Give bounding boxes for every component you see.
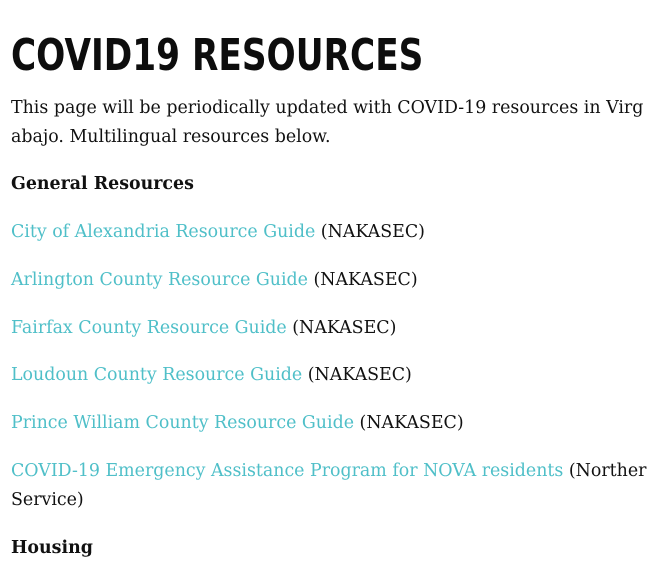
resource-link-prince-william[interactable]: Prince William County Resource Guide [11, 413, 354, 433]
resource-source: (Norther [563, 461, 647, 481]
resource-link-nova-emergency-assistance[interactable]: COVID-19 Emergency Assistance Program for NOVA residents [11, 461, 564, 481]
resource-link-loudoun[interactable]: Loudoun County Resource Guide [11, 365, 303, 385]
resource-source: (NAKASEC) [315, 222, 425, 242]
resource-link-alexandria[interactable]: City of Alexandria Resource Guide [11, 222, 316, 242]
intro-paragraph [11, 94, 651, 152]
section-heading-housing: Housing [11, 538, 93, 558]
resource-item-loudoun [11, 361, 412, 390]
resource-link-arlington[interactable]: Arlington County Resource Guide [11, 270, 308, 290]
resource-item-arlington [11, 266, 418, 295]
resource-source: (NAKASEC) [354, 413, 464, 433]
resource-item-fairfax [11, 314, 396, 343]
intro-line-1: This page will be periodically updated with COVID-19 resources in Virg [11, 98, 644, 118]
section-heading-general-resources: General Resources [11, 174, 194, 194]
resource-item-prince-william [11, 409, 464, 438]
resource-item-alexandria [11, 218, 425, 247]
intro-line-2: abajo. Multilingual resources below. [11, 127, 331, 147]
resource-source-continuation: Service) [11, 490, 84, 510]
resource-source: (NAKASEC) [302, 365, 412, 385]
resource-source: (NAKASEC) [286, 318, 397, 338]
resource-link-fairfax[interactable]: Fairfax County Resource Guide [11, 318, 287, 338]
resource-item-nova-emergency-assistance [11, 457, 646, 486]
resource-source: (NAKASEC) [307, 270, 418, 290]
page-title: COVID19 RESOURCES [11, 30, 424, 81]
